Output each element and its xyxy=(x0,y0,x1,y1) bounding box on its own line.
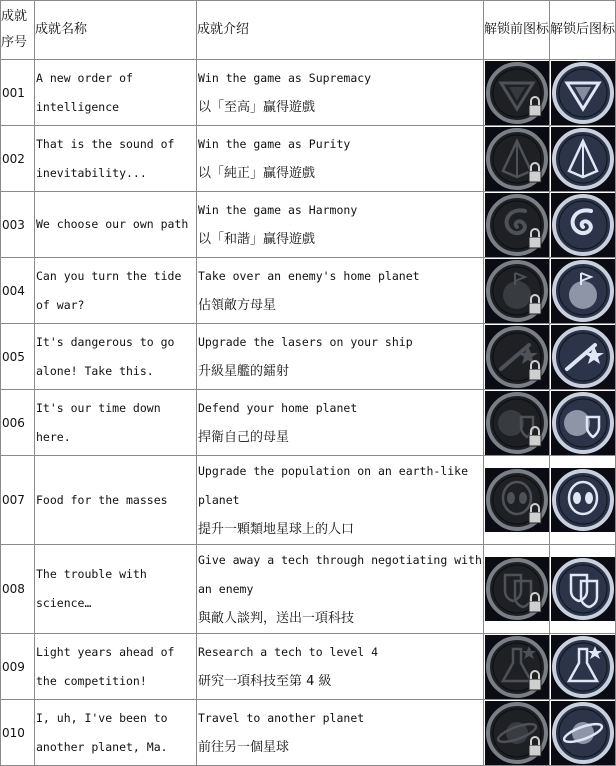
row-name: A new order of intelligence xyxy=(35,60,197,126)
locked-icon-cell xyxy=(484,324,550,390)
swirl-emblem-icon xyxy=(551,193,615,257)
row-name: I, uh, I've been to another planet, Ma. xyxy=(35,700,197,766)
row-desc-en: Take over an enemy's home planet xyxy=(198,268,420,283)
row-name: We choose our own path xyxy=(35,192,197,258)
table-row xyxy=(1,60,616,126)
unlocked-icon-cell xyxy=(550,545,616,634)
row-desc xyxy=(197,545,484,634)
locked-icon-cell xyxy=(484,126,550,192)
unlocked-icon-cell xyxy=(550,258,616,324)
locked-icon-cell xyxy=(484,390,550,456)
row-desc-en: Upgrade the population on an earth-like planet xyxy=(198,463,469,507)
header-unlocked-icon: 解锁后图标 xyxy=(550,1,616,60)
row-desc-zh: 提升一顆類地星球上的人口 xyxy=(198,521,355,537)
row-num: 006 xyxy=(1,390,35,456)
locked-icon-cell xyxy=(484,192,550,258)
masks-emblem-icon xyxy=(485,557,549,621)
row-desc xyxy=(197,60,484,126)
locked-icon-cell xyxy=(484,456,550,545)
table-row xyxy=(1,324,616,390)
row-desc-en: Give away a tech through negotiating with an enemy xyxy=(198,552,482,596)
locked-icon-cell xyxy=(484,258,550,324)
unlocked-icon-cell xyxy=(550,126,616,192)
table-row xyxy=(1,456,616,545)
row-name: That is the sound of inevitability... xyxy=(35,126,197,192)
row-desc-zh: 以「至高」贏得遊戲 xyxy=(198,99,316,115)
pyramid-emblem-icon xyxy=(485,127,549,191)
planet-shield-emblem-icon xyxy=(551,391,615,455)
row-desc xyxy=(197,324,484,390)
alien-emblem-icon xyxy=(551,468,615,532)
row-desc-en: Win the game as Purity xyxy=(198,136,351,151)
ringed-planet-emblem-icon xyxy=(485,701,549,765)
unlocked-icon-cell xyxy=(550,700,616,766)
flask-emblem-icon xyxy=(551,635,615,699)
pyramid-emblem-icon xyxy=(551,127,615,191)
row-desc-zh: 升級星艦的鐳射 xyxy=(198,363,290,379)
unlocked-icon-cell xyxy=(550,634,616,700)
unlocked-icon-cell xyxy=(550,390,616,456)
row-desc-zh: 與敵人談判，送出一項科技 xyxy=(198,610,355,626)
table-row xyxy=(1,126,616,192)
triangle-emblem-icon xyxy=(551,61,615,125)
row-desc-en: Defend your home planet xyxy=(198,400,358,415)
planet-flag-emblem-icon xyxy=(485,259,549,323)
row-desc-zh: 以「純正」贏得遊戲 xyxy=(198,165,316,181)
row-desc-zh: 佔領敵方母星 xyxy=(198,297,277,313)
row-name: The trouble with science… xyxy=(35,545,197,634)
locked-icon-cell xyxy=(484,545,550,634)
row-num: 005 xyxy=(1,324,35,390)
row-desc-en: Win the game as Harmony xyxy=(198,202,358,217)
row-desc-zh: 以「和諧」贏得遊戲 xyxy=(198,231,316,247)
triangle-emblem-icon xyxy=(485,61,549,125)
row-num: 009 xyxy=(1,634,35,700)
stars-emblem-icon xyxy=(485,325,549,389)
table-row xyxy=(1,390,616,456)
header-locked-icon: 解锁前图标 xyxy=(484,1,550,60)
row-desc xyxy=(197,192,484,258)
locked-icon-cell xyxy=(484,60,550,126)
planet-shield-emblem-icon xyxy=(485,391,549,455)
row-name: It's dangerous to go alone! Take this. xyxy=(35,324,197,390)
row-name: Food for the masses xyxy=(35,456,197,545)
row-num: 007 xyxy=(1,456,35,545)
stars-emblem-icon xyxy=(551,325,615,389)
row-desc xyxy=(197,258,484,324)
planet-flag-emblem-icon xyxy=(551,259,615,323)
row-desc-zh: 研究一項科技至第 4 級 xyxy=(198,673,332,689)
row-desc-zh: 前往另一個星球 xyxy=(198,739,290,755)
locked-icon-cell xyxy=(484,700,550,766)
row-num: 010 xyxy=(1,700,35,766)
table-row xyxy=(1,700,616,766)
alien-emblem-icon xyxy=(485,468,549,532)
row-desc xyxy=(197,456,484,545)
header-name: 成就名称 xyxy=(35,1,197,60)
locked-icon-cell xyxy=(484,634,550,700)
table-row xyxy=(1,545,616,634)
unlocked-icon-cell xyxy=(550,60,616,126)
row-num: 002 xyxy=(1,126,35,192)
row-name: It's our time down here. xyxy=(35,390,197,456)
row-desc xyxy=(197,126,484,192)
row-num: 004 xyxy=(1,258,35,324)
header-desc: 成就介绍 xyxy=(197,1,484,60)
table-row xyxy=(1,258,616,324)
unlocked-icon-cell xyxy=(550,456,616,545)
row-desc-en: Win the game as Supremacy xyxy=(198,70,372,85)
row-desc-zh: 捍衛自己的母星 xyxy=(198,429,290,445)
table-row xyxy=(1,634,616,700)
row-num: 008 xyxy=(1,545,35,634)
table-row xyxy=(1,192,616,258)
row-name: Light years ahead of the competition! xyxy=(35,634,197,700)
row-num: 001 xyxy=(1,60,35,126)
masks-emblem-icon xyxy=(551,557,615,621)
row-desc xyxy=(197,700,484,766)
row-desc xyxy=(197,390,484,456)
unlocked-icon-cell xyxy=(550,192,616,258)
unlocked-icon-cell xyxy=(550,324,616,390)
header-num: 成就序号 xyxy=(1,1,35,60)
row-desc-en: Research a tech to level 4 xyxy=(198,644,379,659)
flask-emblem-icon xyxy=(485,635,549,699)
row-name: Can you turn the tide of war? xyxy=(35,258,197,324)
header-row xyxy=(1,1,616,60)
row-desc-en: Upgrade the lasers on your ship xyxy=(198,334,413,349)
row-desc xyxy=(197,634,484,700)
swirl-emblem-icon xyxy=(485,193,549,257)
row-desc-en: Travel to another planet xyxy=(198,710,365,725)
ringed-planet-emblem-icon xyxy=(551,701,615,765)
row-num: 003 xyxy=(1,192,35,258)
